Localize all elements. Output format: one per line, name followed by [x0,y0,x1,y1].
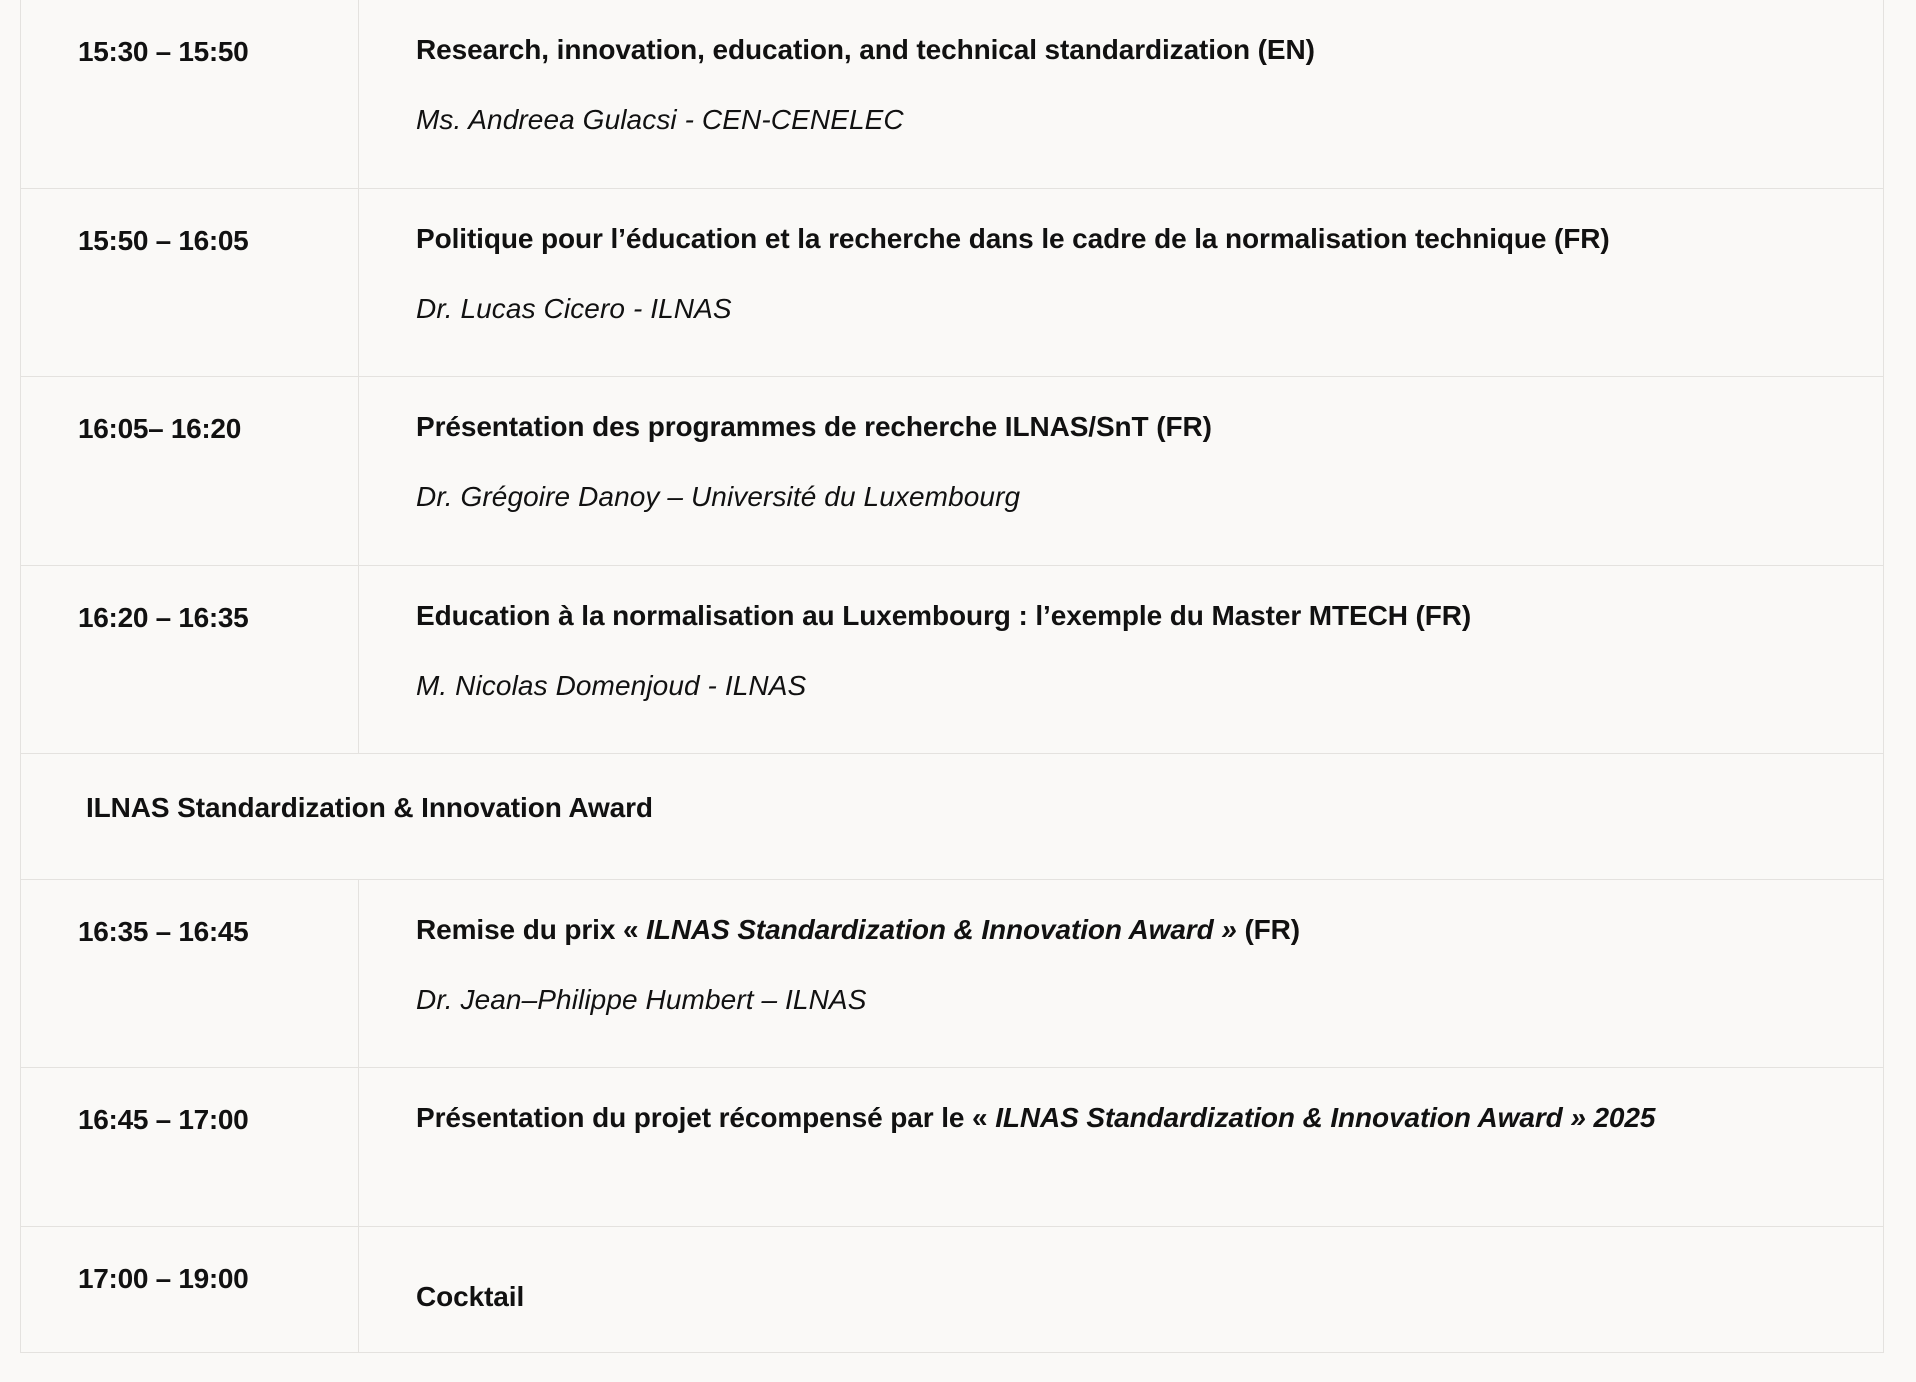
session-title [416,905,1843,955]
session-time: 16:20 – 16:35 [21,565,359,753]
session-details [359,1067,1884,1226]
session-speaker: Dr. Grégoire Danoy – Université du Luxembourg [416,480,1021,512]
session-title [416,1093,1843,1143]
session-time: 16:45 – 17:00 [21,1067,359,1226]
agenda-row [21,565,1884,753]
session-title-award-name: ILNAS Standardization & Innovation Award » 2025 [995,1101,1656,1133]
session-details [359,188,1884,376]
session-title: Research, innovation, education, and technical standardization (EN) [416,34,1315,65]
session-details [359,879,1884,1067]
agenda-row [21,0,1884,188]
session-title: Présentation des programmes de recherche ILNAS/SnT (FR) [416,410,1212,442]
agenda-row [21,879,1884,1067]
session-details [359,1226,1884,1352]
section-heading: ILNAS Standardization & Innovation Award [21,753,1884,879]
session-time: 16:05– 16:20 [21,376,359,565]
agenda-row [21,376,1884,565]
agenda-row [21,1226,1884,1352]
agenda-row [21,188,1884,376]
agenda-table [20,0,1884,1353]
session-speaker: Dr. Jean–Philippe Humbert – ILNAS [416,983,867,1015]
session-details [359,376,1884,565]
session-speaker: M. Nicolas Domenjoud - ILNAS [416,669,807,701]
session-time: 16:35 – 16:45 [21,879,359,1067]
session-title-suffix: (FR) [1236,913,1301,945]
session-speaker: Ms. Andreea Gulacsi - CEN-CENELEC [416,104,904,135]
session-title-prefix: Présentation du projet récompensé par le « [416,1101,996,1133]
session-details [359,565,1884,753]
agenda-row [21,1067,1884,1226]
session-time: 15:50 – 16:05 [21,188,359,376]
session-title-prefix: Remise du prix « [416,913,647,945]
session-time: 15:30 – 15:50 [21,0,359,188]
section-row [21,753,1884,879]
session-title: Politique pour l’éducation et la recherche dans le cadre de la normalisation technique (FR) [416,222,1610,254]
session-title: Education à la normalisation au Luxembourg : l’exemple du Master MTECH (FR) [416,599,1472,631]
session-time: 17:00 – 19:00 [21,1226,359,1352]
session-speaker: Dr. Lucas Cicero - ILNAS [416,292,732,324]
session-title: Cocktail [416,1280,525,1312]
session-details [359,0,1884,188]
session-title-award-name: ILNAS Standardization & Innovation Award » [646,913,1237,945]
